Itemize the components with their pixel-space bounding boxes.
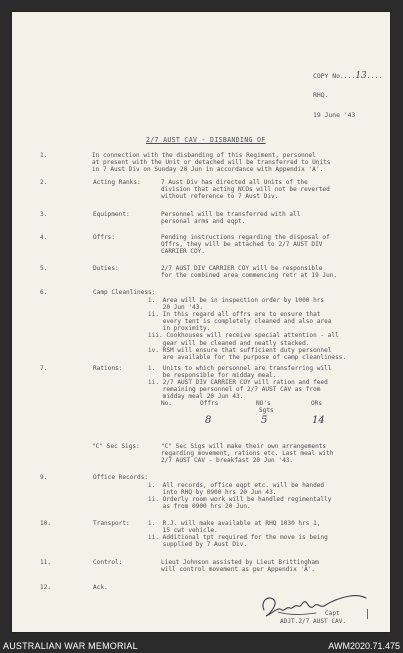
para-text: Lieut Johnson assisted by Lieut Brittingham will control movement as per Appendix 'A'. (161, 559, 319, 574)
para-label: Office Records: (93, 474, 149, 481)
unit-label: RHQ. (313, 91, 329, 99)
rations-table-subheader: Sgts (259, 407, 274, 414)
rations-ors-value: 14 (312, 415, 325, 426)
archive-footer (0, 638, 403, 653)
para-label: Acting Ranks: (93, 179, 141, 186)
rations-table-header: NO's (256, 400, 271, 407)
document-title: 2/7 AUST CAV - DISBANDING OF (146, 136, 266, 144)
para-num: 10. (40, 520, 52, 527)
ink-mark (367, 609, 368, 619)
document-page (12, 12, 390, 632)
para-text: "C" Sec Sigs will make their own arrangements regarding movement, rations etc. Last meal with 2/7 AUST CAV - breakfast 20 Jun '43. (161, 443, 334, 465)
para-num: 11. (40, 559, 52, 566)
document-date: 19 June '43 (313, 111, 356, 119)
para-label: Transport: (93, 520, 130, 527)
para-text: 7 Aust Div has directed all Units of the division that acting NCOs will not be reverted without reference to 7 Aust Div. (161, 179, 330, 201)
para-num: 6. (40, 289, 48, 296)
para-text: Pending instructions regarding the disposal of Offrs, they will be attached to 2/7 AUST DIV CARRIER COY. (161, 234, 330, 256)
para-num-1: 1. (40, 152, 48, 159)
rations-table-header: ORs (311, 400, 323, 407)
para-text: 2/7 AUST DIV CARRIER COY will be responsible for the combined area commencing retr at 19 Jun. (161, 265, 338, 280)
signature-appointment: ADJT.2/7 AUST CAV. (280, 618, 347, 625)
copy-number: COPY No....13.... (313, 71, 383, 81)
rations-ncos-value: 5 (261, 415, 268, 426)
para-label: Control: (93, 559, 123, 566)
rations-list: i. Units to which personnel are transferring will be responsible for midday meal. ii. 2/7 AUST DIV CARRIER COY will ration and feed remaining personnel of 2/7 AUST CAV as from midday meal 20 Jun 43. (148, 365, 332, 401)
para-label: Rations: (93, 365, 123, 372)
para-num: 5. (40, 265, 48, 272)
para-label: Equipment: (93, 211, 130, 218)
para-label: Duties: (93, 265, 119, 272)
signature-rank: Capt (325, 610, 340, 617)
para-num: 9. (40, 474, 48, 481)
para-num: 2. (40, 179, 48, 186)
para-label: Ack. (93, 584, 108, 591)
rations-offrs-value: 8 (205, 415, 212, 426)
rations-table-header: Offrs (200, 400, 219, 407)
records-list: i. All records, office eqpt etc. will be handed into RHQ by 0900 hrs 20 Jun 43. ii. Orderly room work will be handled regimentally as from 0900 hrs 20 Jun. (148, 482, 332, 511)
footer-accession-number: AWM2020.71.475 (328, 641, 400, 651)
rations-table-header: No. (161, 400, 173, 407)
para-num: 3. (40, 211, 48, 218)
para-intro-text: In connection with the disbanding of this Regiment, personnel at present with the Unit or detached will be transferred to Units in 7 Aust Div on Sunday 20 Jun in accordance with Appendix 'A'. (92, 152, 331, 174)
para-num: 12. (40, 584, 52, 591)
footer-source: AUSTRALIAN WAR MEMORIAL (3, 641, 138, 651)
para-num: 4. (40, 234, 48, 241)
transport-list: i. R.J. will make available at RHQ 1030 hrs 1, 15 cwt vehicle. ii. Additional tpt required for the move is being supplied by 7 Aust Div. (148, 520, 328, 549)
para-label: Camp Cleanliness: (93, 289, 156, 296)
handwritten-signature (258, 588, 368, 622)
para-label: Offrs: (93, 234, 116, 241)
cleanliness-list: i. Area will be in inspection order by 1000 hrs 20 Jun '43. ii. In this regard all offrs are to ensure that every tent is completely cleaned and also area in proximity. iii. Cookhouses will receive special attention - all gear will be cleaned and neatly stacked. iv. RSM will ensure that sufficient duty personnel are available for the purpose of camp cleanliness. (148, 297, 347, 361)
para-text: Personnel will be transferred with all personal arms and eqpt. (161, 211, 301, 226)
para-num: 7. (40, 365, 48, 372)
para-label: "C" Sec Sigs: (92, 443, 140, 450)
